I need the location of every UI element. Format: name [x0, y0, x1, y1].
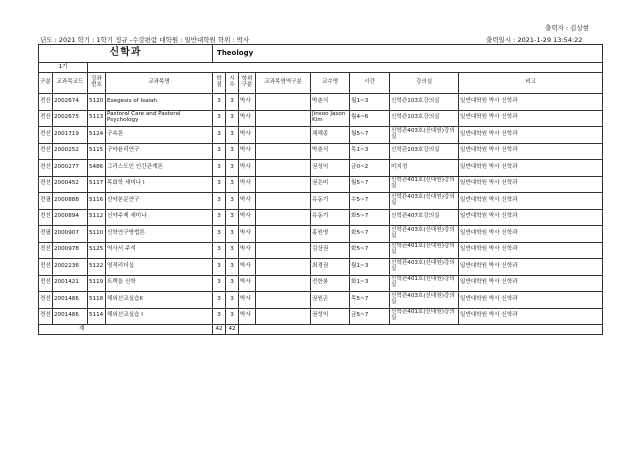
department-title: 신학과 — [39, 45, 213, 63]
department-title-en: Theology — [213, 45, 603, 63]
cell-credit: 3 — [213, 110, 226, 127]
cell-hours: 3 — [226, 143, 239, 160]
printed-datetime: 출력일시 : 2021-1-29 13:54:22 — [486, 36, 583, 44]
cell-note: 일반대학원 박사 신학과 — [459, 127, 603, 144]
cell-area — [256, 127, 311, 144]
cell-degree: 박사 — [239, 160, 256, 177]
cell-code: 2000888 — [53, 193, 88, 210]
col-header: 교과목명 — [106, 73, 213, 94]
cell-degree: 박사 — [239, 94, 256, 111]
cell-room: 신학관403호(신대원)강의실 — [390, 292, 459, 309]
cell-credit: 3 — [213, 226, 226, 243]
cell-area — [256, 308, 311, 325]
cell-sec: 5114 — [88, 308, 106, 325]
total-spacer — [239, 325, 603, 335]
cell-sec: 5124 — [88, 127, 106, 144]
year-semester-header: 년도 : 2021 학기 : 1학기 정규 -수강편람 대학원 : 일반대학원 학위 : 박사 — [40, 36, 250, 44]
cell-area — [256, 110, 311, 127]
cell-name: Pastoral Care and Pastoral Psychology — [106, 110, 213, 127]
printer-label: 출력자 : 김상현 — [545, 24, 589, 32]
semester-spacer — [88, 63, 603, 73]
cell-sec: 5115 — [88, 143, 106, 160]
table-row — [39, 193, 603, 210]
cell-area — [256, 226, 311, 243]
col-header: 시수 — [226, 73, 239, 94]
cell-name: 신학연구방법론 — [106, 226, 213, 243]
col-header: 학위구분 — [239, 73, 256, 94]
table-row — [39, 110, 603, 127]
cell-degree: 박사 — [239, 193, 256, 210]
cell-time: 화1~3 — [350, 275, 390, 292]
cell-degree: 박사 — [239, 127, 256, 144]
cell-area — [256, 292, 311, 309]
cell-type: 전선 — [39, 127, 53, 144]
cell-name: 그리스도인 인간관계론 — [106, 160, 213, 177]
cell-note: 일반대학원 박사 신학과 — [459, 226, 603, 243]
cell-area — [256, 160, 311, 177]
cell-hours: 3 — [226, 176, 239, 193]
cell-name: 구속론 — [106, 127, 213, 144]
cell-name: 트랙을 신학 — [106, 275, 213, 292]
table-row — [39, 275, 603, 292]
cell-time: 월5~7 — [350, 127, 390, 144]
table-row — [39, 259, 603, 276]
table-row — [39, 160, 603, 177]
cell-hours: 3 — [226, 226, 239, 243]
cell-prof: 권은비 — [311, 176, 350, 193]
table-row — [39, 242, 603, 259]
cell-degree: 박사 — [239, 275, 256, 292]
cell-type: 전선 — [39, 94, 53, 111]
cell-code: 2001486 — [53, 308, 88, 325]
cell-time: 화5~7 — [350, 226, 390, 243]
cell-note: 일반대학원 박사 신학과 — [459, 143, 603, 160]
cell-degree: 박사 — [239, 226, 256, 243]
cell-area — [256, 275, 311, 292]
cell-hours: 3 — [226, 308, 239, 325]
cell-credit: 3 — [213, 193, 226, 210]
cell-hours: 3 — [226, 160, 239, 177]
cell-type: 전선 — [39, 143, 53, 160]
cell-name: 해외선교실습II — [106, 292, 213, 309]
cell-degree: 박사 — [239, 209, 256, 226]
table-row — [39, 176, 603, 193]
cell-degree: 박사 — [239, 143, 256, 160]
cell-type: 전선 — [39, 242, 53, 259]
cell-credit: 3 — [213, 209, 226, 226]
cell-hours: 3 — [226, 292, 239, 309]
cell-time: 월1~3 — [350, 94, 390, 111]
cell-note: 일반대학원 박사 신학과 — [459, 209, 603, 226]
cell-prof: 박춘식 — [311, 94, 350, 111]
cell-name: 신약주제 세미나 — [106, 209, 213, 226]
cell-sec: 5486 — [88, 160, 106, 177]
cell-sec: 5117 — [88, 176, 106, 193]
cell-credit: 3 — [213, 127, 226, 144]
cell-area — [256, 209, 311, 226]
total-row — [39, 325, 603, 335]
cell-sec: 5110 — [88, 226, 106, 243]
cell-hours: 3 — [226, 209, 239, 226]
cell-code: 2001421 — [53, 275, 88, 292]
cell-credit: 3 — [213, 275, 226, 292]
cell-room: 신학관403호(신대원)강의실 — [390, 193, 459, 210]
col-header: 강의실 — [390, 73, 459, 94]
cell-prof: 권원곤 — [311, 292, 350, 309]
cell-room: 신학관403호(신대원)강의실 — [390, 127, 459, 144]
cell-sec: 5119 — [88, 275, 106, 292]
col-header: 학점 — [213, 73, 226, 94]
semester-label: 1기 — [39, 63, 88, 73]
total-hours: 42 — [226, 325, 239, 335]
cell-name: 신약본문연구 — [106, 193, 213, 210]
cell-name: 해외선교실습 I — [106, 308, 213, 325]
col-header: 구분 — [39, 73, 53, 94]
cell-hours: 3 — [226, 242, 239, 259]
cell-note: 일반대학원 박사 신학과 — [459, 259, 603, 276]
cell-type: 전필 — [39, 226, 53, 243]
cell-time: 화5~7 — [350, 242, 390, 259]
cell-code: 2001486 — [53, 292, 88, 309]
col-header: 교과목코드 — [53, 73, 88, 94]
cell-area — [256, 193, 311, 210]
cell-type: 전선 — [39, 160, 53, 177]
cell-degree: 박사 — [239, 242, 256, 259]
cell-degree: 박사 — [239, 308, 256, 325]
cell-code: 2002674 — [53, 94, 88, 111]
table-row — [39, 127, 603, 144]
cell-type: 전선 — [39, 275, 53, 292]
cell-prof: 권성익 — [311, 160, 350, 177]
cell-prof: 유동기 — [311, 209, 350, 226]
cell-sec: 5112 — [88, 209, 106, 226]
cell-time: 월1~3 — [350, 259, 390, 276]
cell-name: Exegesis of Isaiah — [106, 94, 213, 111]
cell-credit: 3 — [213, 176, 226, 193]
cell-sec: 5116 — [88, 193, 106, 210]
cell-code: 2000452 — [53, 176, 88, 193]
cell-type: 전선 — [39, 308, 53, 325]
cell-type: 전필 — [39, 193, 53, 210]
cell-room: 신학관403호(신대원)강의실 — [390, 259, 459, 276]
cell-time: 화5~7 — [350, 209, 390, 226]
cell-prof: 김상권 — [311, 242, 350, 259]
col-header: 비고 — [459, 73, 603, 94]
cell-hours: 3 — [226, 110, 239, 127]
cell-room: 신학관403호(신대원)강의실 — [390, 226, 459, 243]
cell-hours: 3 — [226, 94, 239, 111]
cell-note: 일반대학원 박사 신학과 — [459, 292, 603, 309]
col-header: 강좌번호 — [88, 73, 106, 94]
cell-time: 목1~3 — [350, 143, 390, 160]
cell-hours: 3 — [226, 193, 239, 210]
cell-credit: 3 — [213, 259, 226, 276]
cell-type: 전선 — [39, 292, 53, 309]
cell-note: 일반대학원 박사 신학과 — [459, 275, 603, 292]
cell-note: 일반대학원 박사 신학과 — [459, 176, 603, 193]
cell-room: 신학관401호(신대원)강의실 — [390, 308, 459, 325]
table-row — [39, 209, 603, 226]
cell-time: 목5~7 — [350, 292, 390, 309]
cell-type: 전선 — [39, 110, 53, 127]
cell-area — [256, 242, 311, 259]
cell-room: 신학관103호강의실 — [390, 94, 459, 111]
cell-degree: 박사 — [239, 259, 256, 276]
cell-time: 금0~2 — [350, 160, 390, 177]
cell-code: 2000978 — [53, 242, 88, 259]
cell-room: 신학관401호(신대원)강의실 — [390, 275, 459, 292]
cell-sec: 5113 — [88, 110, 106, 127]
cell-credit: 3 — [213, 143, 226, 160]
cell-degree: 박사 — [239, 176, 256, 193]
cell-code: 2002236 — [53, 259, 88, 276]
cell-room: 신학관103호강의실 — [390, 143, 459, 160]
table-row — [39, 292, 603, 309]
cell-room: 신학관401호(신대원)강의실 — [390, 242, 459, 259]
total-label: 계 — [39, 325, 213, 335]
cell-sec: 5125 — [88, 242, 106, 259]
cell-code: 2000277 — [53, 160, 88, 177]
cell-name: 역사서 주석 — [106, 242, 213, 259]
cell-prof: 채해종 — [311, 127, 350, 144]
cell-room: 신학관401호(신대원)강의실 — [390, 176, 459, 193]
cell-area — [256, 259, 311, 276]
cell-hours: 3 — [226, 127, 239, 144]
total-credit: 42 — [213, 325, 226, 335]
cell-code: 2000907 — [53, 226, 88, 243]
col-header: 시간 — [350, 73, 390, 94]
cell-time: 월4~6 — [350, 110, 390, 127]
cell-credit: 3 — [213, 242, 226, 259]
cell-prof: Jinsoo Jason Kim — [311, 110, 350, 127]
cell-sec: 5122 — [88, 259, 106, 276]
table-row — [39, 308, 603, 325]
cell-prof: 홍원영 — [311, 226, 350, 243]
table-row — [39, 226, 603, 243]
cell-name: 목회학 세미나 I — [106, 176, 213, 193]
cell-prof: 박춘식 — [311, 143, 350, 160]
cell-note: 일반대학원 박사 신학과 — [459, 94, 603, 111]
cell-name: 영적리더십 — [106, 259, 213, 276]
cell-time: 금5~7 — [350, 308, 390, 325]
cell-code: 2001719 — [53, 127, 88, 144]
cell-type: 전선 — [39, 176, 53, 193]
cell-note: 일반대학원 박사 신학과 — [459, 193, 603, 210]
cell-area — [256, 94, 311, 111]
cell-room: 미지정 — [390, 160, 459, 177]
cell-credit: 3 — [213, 160, 226, 177]
cell-prof: 최경권 — [311, 259, 350, 276]
cell-degree: 박사 — [239, 110, 256, 127]
cell-credit: 3 — [213, 94, 226, 111]
cell-prof: 유동기 — [311, 193, 350, 210]
cell-time: 수5~7 — [350, 193, 390, 210]
cell-note: 일반대학원 박사 신학과 — [459, 160, 603, 177]
table-row — [39, 143, 603, 160]
table-header — [39, 73, 603, 94]
cell-room: 신학관407호강의실 — [390, 209, 459, 226]
cell-type: 전선 — [39, 209, 53, 226]
cell-note: 일반대학원 박사 신학과 — [459, 242, 603, 259]
col-header: 교과목영역구분 — [256, 73, 311, 94]
cell-area — [256, 176, 311, 193]
cell-note: 일반대학원 박사 신학과 — [459, 308, 603, 325]
cell-name: 구약윤리연구 — [106, 143, 213, 160]
cell-note: 일반대학원 박사 신학과 — [459, 110, 603, 127]
cell-code: 2000894 — [53, 209, 88, 226]
cell-code: 2002675 — [53, 110, 88, 127]
course-catalog — [38, 44, 602, 335]
course-table — [38, 44, 603, 335]
cell-hours: 3 — [226, 275, 239, 292]
cell-hours: 3 — [226, 259, 239, 276]
cell-credit: 3 — [213, 292, 226, 309]
cell-degree: 박사 — [239, 292, 256, 309]
cell-credit: 3 — [213, 308, 226, 325]
cell-sec: 5120 — [88, 94, 106, 111]
cell-code: 2000252 — [53, 143, 88, 160]
cell-prof: 권성익 — [311, 308, 350, 325]
cell-time: 월5~7 — [350, 176, 390, 193]
cell-type: 전선 — [39, 259, 53, 276]
cell-prof: 전한봉 — [311, 275, 350, 292]
cell-sec: 5118 — [88, 292, 106, 309]
cell-area — [256, 143, 311, 160]
table-row — [39, 94, 603, 111]
col-header: 교수명 — [311, 73, 350, 94]
cell-room: 신학관103호강의실 — [390, 110, 459, 127]
